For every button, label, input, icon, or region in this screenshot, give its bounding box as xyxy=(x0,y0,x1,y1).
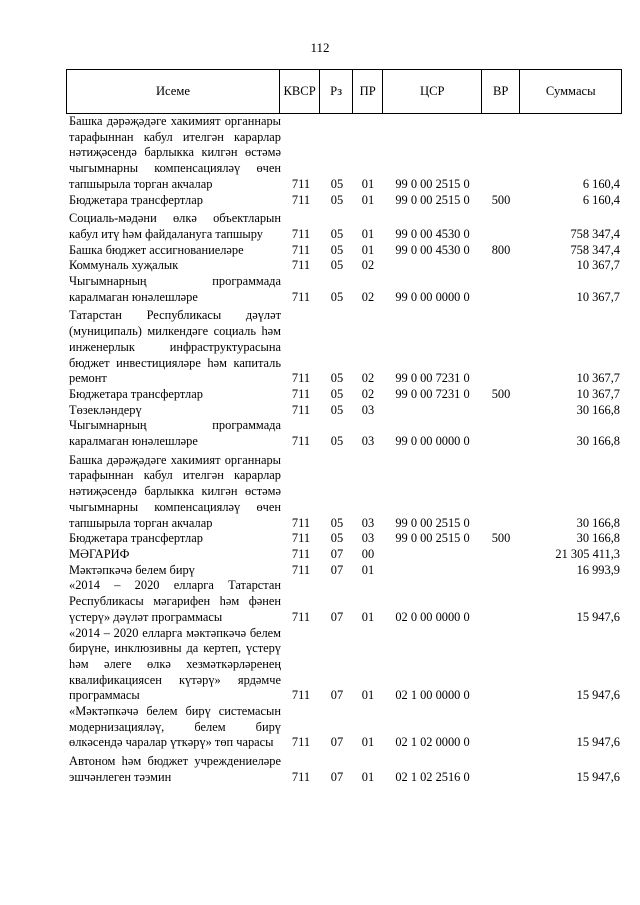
row-rz-cell: 05 xyxy=(330,386,344,401)
row-csr-cell: 99 0 00 7231 0 xyxy=(395,386,470,401)
row-vr-cell: 800 xyxy=(491,242,511,257)
row-csr-cell: 99 0 00 2515 0 xyxy=(395,192,470,207)
table-row xyxy=(66,308,622,387)
row-pr-cell: 01 xyxy=(361,226,375,241)
row-csr-cell: 99 0 00 0000 0 xyxy=(395,289,470,304)
row-kvsr-cell: 711 xyxy=(291,515,311,530)
page-number: 112 xyxy=(310,40,330,55)
row-pr-cell: 02 xyxy=(361,289,375,304)
row-sum-cell: 15 947,6 xyxy=(576,735,620,750)
table-row xyxy=(66,754,622,785)
row-kvsr-cell: 711 xyxy=(291,735,311,750)
row-name-cell: «Мәктәпкәчә белем бирү системасын модернизацияләү, белем бирү өлкәсендә чаралар үткәрү» төп чарасы xyxy=(69,704,281,750)
row-kvsr-cell: 711 xyxy=(291,609,311,624)
row-kvsr-cell: 711 xyxy=(291,242,311,257)
row-rz-cell: 05 xyxy=(330,434,344,449)
row-sum-cell: 6 160,4 xyxy=(582,192,620,207)
row-sum-cell: 758 347,4 xyxy=(570,226,620,241)
row-rz-cell: 07 xyxy=(330,562,344,577)
row-name-cell: Мәктәпкәчә белем бирү xyxy=(69,562,195,577)
table-row xyxy=(66,453,622,532)
row-rz-cell: 05 xyxy=(330,289,344,304)
column-header-sum: Суммасы xyxy=(519,70,621,113)
row-name-cell: Башка дәрәҗәдәге хакимият органнары тарафыннан кабул ителгән карарлар нәтиҗәсендә барлыкка килгән өстәмә чыгымнарны компенсацияләү өчен тапшырыла торган акчалар xyxy=(69,114,281,191)
row-pr-cell: 02 xyxy=(361,258,375,273)
table-row xyxy=(66,704,622,751)
row-pr-cell: 01 xyxy=(361,769,375,784)
row-name-cell: Төзекләндерү xyxy=(69,402,142,417)
row-rz-cell: 07 xyxy=(330,688,344,703)
row-kvsr-cell: 711 xyxy=(291,531,311,546)
row-rz-cell: 05 xyxy=(330,192,344,207)
row-rz-cell: 07 xyxy=(330,609,344,624)
row-vr-cell: 500 xyxy=(491,192,511,207)
row-kvsr-cell: 711 xyxy=(291,176,311,191)
row-pr-cell: 03 xyxy=(361,515,375,530)
row-pr-cell: 03 xyxy=(361,402,375,417)
table-row xyxy=(66,243,622,259)
row-sum-cell: 21 305 411,3 xyxy=(555,546,620,561)
row-sum-cell: 30 166,8 xyxy=(576,402,620,417)
row-name-cell: Башка бюджет ассигнованиеләре xyxy=(69,242,244,257)
row-sum-cell: 16 993,9 xyxy=(576,562,620,577)
row-name-cell: «2014 – 2020 елларга Татарстан Республикасы мәгарифен һәм фәнен үстерү» дәүләт программасы xyxy=(69,578,281,624)
column-header-pr: ПР xyxy=(352,70,383,113)
row-pr-cell: 01 xyxy=(361,176,375,191)
row-sum-cell: 10 367,7 xyxy=(576,289,620,304)
row-pr-cell: 01 xyxy=(361,609,375,624)
table-row xyxy=(66,211,622,242)
row-sum-cell: 6 160,4 xyxy=(582,176,620,191)
row-pr-cell: 01 xyxy=(361,242,375,257)
row-kvsr-cell: 711 xyxy=(291,546,311,561)
row-pr-cell: 01 xyxy=(361,562,375,577)
table-row xyxy=(66,531,622,547)
row-kvsr-cell: 711 xyxy=(291,192,311,207)
table-row xyxy=(66,626,622,705)
row-sum-cell: 30 166,8 xyxy=(576,515,620,530)
row-rz-cell: 05 xyxy=(330,176,344,191)
row-sum-cell: 10 367,7 xyxy=(576,371,620,386)
table-row xyxy=(66,418,622,449)
row-rz-cell: 05 xyxy=(330,531,344,546)
row-rz-cell: 05 xyxy=(330,515,344,530)
row-sum-cell: 758 347,4 xyxy=(570,242,620,257)
row-csr-cell: 99 0 00 4530 0 xyxy=(395,226,470,241)
row-sum-cell: 10 367,7 xyxy=(576,386,620,401)
table-body xyxy=(66,114,622,786)
row-csr-cell: 99 0 00 4530 0 xyxy=(395,242,470,257)
row-kvsr-cell: 711 xyxy=(291,226,311,241)
row-name-cell: «2014 – 2020 елларга мәктәпкәчә белем бирүне, инклюзивны да кертеп, үстерү һәм әлеге өлкә хезмәткәрләренең квалификациясен күтәрү» ярдәмче программасы xyxy=(69,625,281,703)
row-name-cell: Чыгымнарның программада каралмаган юнәлешләре xyxy=(69,274,281,304)
row-pr-cell: 02 xyxy=(361,386,375,401)
row-sum-cell: 30 166,8 xyxy=(576,434,620,449)
row-csr-cell: 02 1 02 2516 0 xyxy=(395,769,470,784)
table-row xyxy=(66,274,622,305)
column-header-name: Исеме xyxy=(155,84,190,98)
row-name-cell: Бюджетара трансфертлар xyxy=(69,386,203,401)
table-row xyxy=(66,193,622,209)
row-pr-cell: 01 xyxy=(361,735,375,750)
row-sum-cell: 15 947,6 xyxy=(576,769,620,784)
row-kvsr-cell: 711 xyxy=(291,402,311,417)
table-row xyxy=(66,547,622,563)
column-header-rz: Рз xyxy=(319,70,352,113)
row-sum-cell: 15 947,6 xyxy=(576,609,620,624)
row-csr-cell: 99 0 00 2515 0 xyxy=(395,515,470,530)
table-row xyxy=(66,387,622,403)
row-name-cell: МӘГАРИФ xyxy=(69,546,130,561)
row-sum-cell: 15 947,6 xyxy=(576,688,620,703)
row-sum-cell: 30 166,8 xyxy=(576,531,620,546)
row-rz-cell: 05 xyxy=(330,371,344,386)
row-name-cell: Башка дәрәҗәдәге хакимият органнары тарафыннан кабул ителгән карарлар нәтиҗәсендә барлыкка килгән өстәмә чыгымнарны компенсацияләү өчен тапшырыла торган акчалар xyxy=(69,452,281,530)
row-kvsr-cell: 711 xyxy=(291,562,311,577)
row-name-cell: Бюджетара трансфертлар xyxy=(69,192,203,207)
row-rz-cell: 07 xyxy=(330,769,344,784)
row-kvsr-cell: 711 xyxy=(291,258,311,273)
row-pr-cell: 00 xyxy=(361,546,375,561)
row-pr-cell: 02 xyxy=(361,371,375,386)
row-csr-cell: 99 0 00 2515 0 xyxy=(395,176,470,191)
row-name-cell: Коммуналь хуҗалык xyxy=(69,258,179,273)
row-rz-cell: 05 xyxy=(330,402,344,417)
row-pr-cell: 01 xyxy=(361,688,375,703)
column-header-csr: ЦСР xyxy=(382,70,481,113)
row-csr-cell: 02 0 00 0000 0 xyxy=(395,609,470,624)
row-kvsr-cell: 711 xyxy=(291,371,311,386)
row-rz-cell: 07 xyxy=(330,546,344,561)
row-name-cell: Бюджетара трансфертлар xyxy=(69,531,203,546)
row-kvsr-cell: 711 xyxy=(291,289,311,304)
row-name-cell: Социаль-мәдәни өлкә объектларын кабул итү һәм файдалануга тапшыру xyxy=(69,211,281,241)
row-name-cell: Чыгымнарның программада каралмаган юнәлешләре xyxy=(69,418,281,449)
row-pr-cell: 03 xyxy=(361,434,375,449)
row-name-cell: Татарстан Республикасы дәүләт (муниципаль) милкендәге социаль һәм инженерлык инфраструктурасына бюджет инвестицияләре һәм капиталь ремонт xyxy=(69,308,281,386)
row-kvsr-cell: 711 xyxy=(291,688,311,703)
table-header xyxy=(66,69,622,114)
table-row xyxy=(66,258,622,274)
row-vr-cell: 500 xyxy=(491,386,511,401)
row-csr-cell: 99 0 00 7231 0 xyxy=(395,371,470,386)
row-csr-cell: 99 0 00 2515 0 xyxy=(395,531,470,546)
row-kvsr-cell: 711 xyxy=(291,386,311,401)
row-name-cell: Автоном һәм бюджет учреждениеләре эшчәнлеген тәэмин xyxy=(69,754,281,784)
row-csr-cell: 99 0 00 0000 0 xyxy=(395,434,470,449)
row-pr-cell: 03 xyxy=(361,531,375,546)
row-kvsr-cell: 711 xyxy=(291,769,311,784)
column-header-kvsr: КВСР xyxy=(279,70,319,113)
table-row xyxy=(66,403,622,419)
row-csr-cell: 02 1 02 0000 0 xyxy=(395,735,470,750)
row-rz-cell: 05 xyxy=(330,258,344,273)
row-sum-cell: 10 367,7 xyxy=(576,258,620,273)
row-pr-cell: 01 xyxy=(361,192,375,207)
row-kvsr-cell: 711 xyxy=(291,434,311,449)
row-csr-cell: 02 1 00 0000 0 xyxy=(395,688,470,703)
row-vr-cell: 500 xyxy=(491,531,511,546)
column-header-vr: ВР xyxy=(481,70,519,113)
table-row xyxy=(66,578,622,625)
table-row xyxy=(66,563,622,579)
table-row xyxy=(66,114,622,193)
row-rz-cell: 05 xyxy=(330,242,344,257)
row-rz-cell: 07 xyxy=(330,735,344,750)
row-rz-cell: 05 xyxy=(330,226,344,241)
